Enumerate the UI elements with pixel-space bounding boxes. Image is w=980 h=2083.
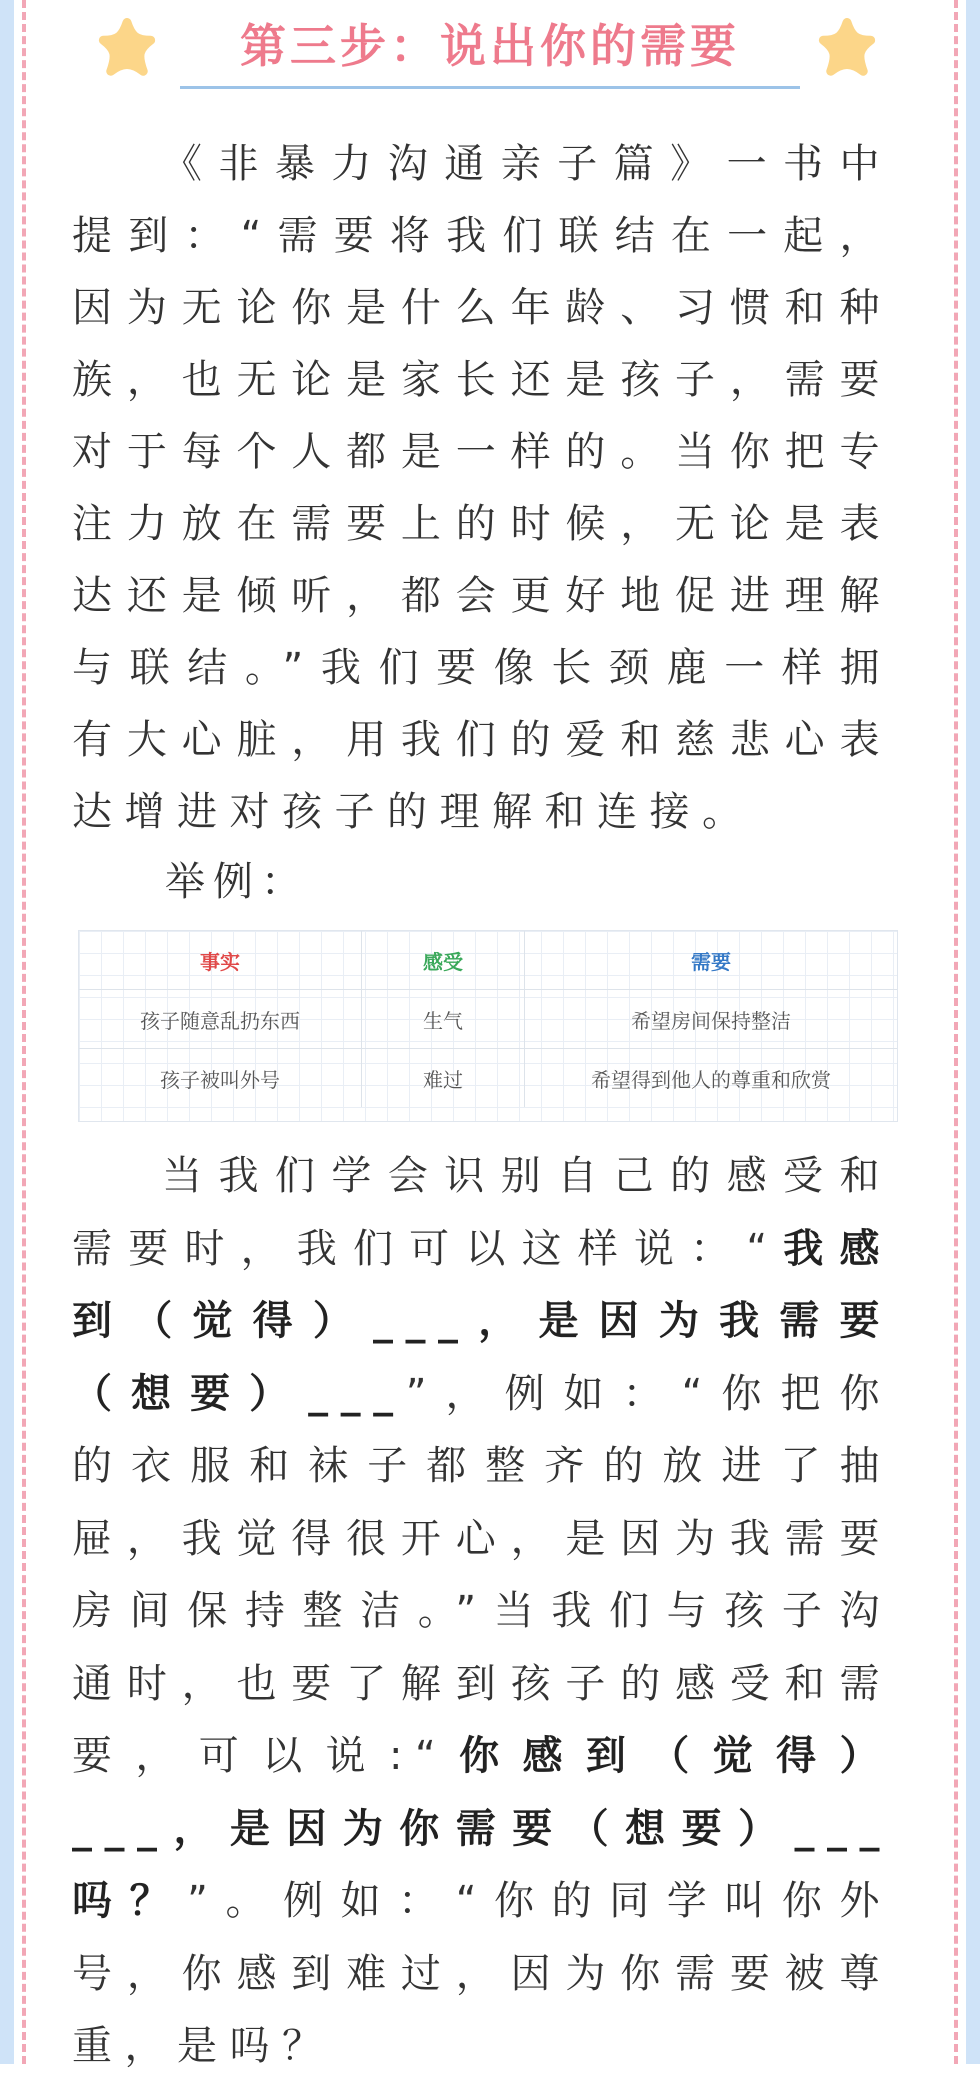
bold-segment: ___，是因为你需要（想要）___ bbox=[72, 1805, 892, 1852]
text-line: 达增进对孩子的理解和连接。 bbox=[72, 789, 755, 835]
text-segment: ”，例如：“你把你 bbox=[405, 1370, 892, 1417]
table-cell: 希望房间保持整洁 bbox=[525, 990, 898, 1049]
table-cell: 希望得到他人的尊重和欣赏 bbox=[591, 1067, 831, 1092]
example-table bbox=[78, 930, 898, 1122]
text-line: 注力放在需要上的时候，无论是表 bbox=[72, 501, 892, 547]
text-line: 屉，我觉得很开心，是因为我需要 bbox=[72, 1515, 892, 1562]
bold-segment: 你感到（觉得） bbox=[448, 1733, 893, 1779]
bold-segment: 吗？ bbox=[72, 1878, 188, 1924]
text-line: 重，是吗？ bbox=[72, 2023, 335, 2069]
table-cell: 难过 bbox=[362, 1049, 525, 1108]
text-line: 《非暴力沟通亲子篇》一书中 bbox=[162, 141, 892, 187]
text-line: 对于每个人都是一样的。当你把专 bbox=[72, 429, 892, 475]
text-line: 提到：“需要将我们联结在一起， bbox=[72, 213, 892, 259]
text-line: 族，也无论是家长还是孩子，需要 bbox=[72, 357, 892, 403]
bold-segment: （想要）___ bbox=[72, 1370, 406, 1417]
intro-paragraph bbox=[72, 128, 892, 848]
text-line: 通时，也要了解到孩子的感受和需 bbox=[72, 1660, 892, 1707]
text-line: 房间保持整洁。”当我们与孩子沟 bbox=[72, 1588, 892, 1634]
text-line bbox=[72, 1213, 892, 1286]
text-line bbox=[72, 1720, 892, 1793]
text-line: 当我们学会识别自己的感受和 bbox=[162, 1153, 892, 1199]
section-title: 第三步：说出你的需要 bbox=[240, 19, 740, 73]
text-line: 有大心脏，用我们的爱和慈悲心表 bbox=[72, 717, 892, 763]
header-feeling: 感受 bbox=[362, 931, 525, 990]
text-line bbox=[72, 1285, 892, 1358]
left-dashed-line bbox=[22, 0, 26, 2064]
text-line: 因为无论你是什么年龄、习惯和种 bbox=[72, 285, 892, 331]
table-cell: 孩子被叫外号 bbox=[79, 1049, 362, 1108]
table-row bbox=[79, 990, 897, 1049]
title-underline bbox=[180, 86, 800, 89]
body-paragraph bbox=[72, 1140, 892, 2083]
star-icon bbox=[90, 18, 164, 92]
table-row bbox=[79, 1049, 897, 1108]
right-border-band bbox=[966, 0, 980, 2064]
table-header-row bbox=[79, 931, 897, 990]
text-line: 号，你感到难过，因为你需要被尊 bbox=[72, 1950, 892, 1997]
text-segment: 需要时，我们可以这样说：“ bbox=[72, 1225, 780, 1272]
text-line bbox=[72, 1793, 892, 1866]
text-line: 与联结。”我们要像长颈鹿一样拥 bbox=[72, 645, 892, 691]
right-dashed-line bbox=[954, 0, 958, 2064]
text-line: 的衣服和袜子都整齐的放进了抽 bbox=[72, 1443, 892, 1489]
example-label: 举例： bbox=[165, 859, 309, 905]
bold-segment: 到（觉得）___，是因为我需要 bbox=[72, 1298, 892, 1344]
table-cell: 生气 bbox=[362, 990, 525, 1049]
bold-segment: 我感 bbox=[779, 1225, 892, 1272]
text-segment: 要，可以说:“ bbox=[72, 1733, 449, 1779]
text-line bbox=[72, 1865, 892, 1938]
header-need: 需要 bbox=[525, 931, 898, 990]
star-icon bbox=[810, 18, 884, 92]
header-fact: 事实 bbox=[79, 931, 362, 990]
left-border-band bbox=[0, 0, 14, 2064]
text-line: 达还是倾听，都会更好地促进理解 bbox=[72, 573, 892, 619]
text-line bbox=[72, 1358, 892, 1431]
text-segment: ”。例如：“你的同学叫你外 bbox=[187, 1878, 892, 1924]
section-header bbox=[0, 0, 980, 100]
table-cell: 孩子随意乱扔东西 bbox=[79, 990, 362, 1049]
